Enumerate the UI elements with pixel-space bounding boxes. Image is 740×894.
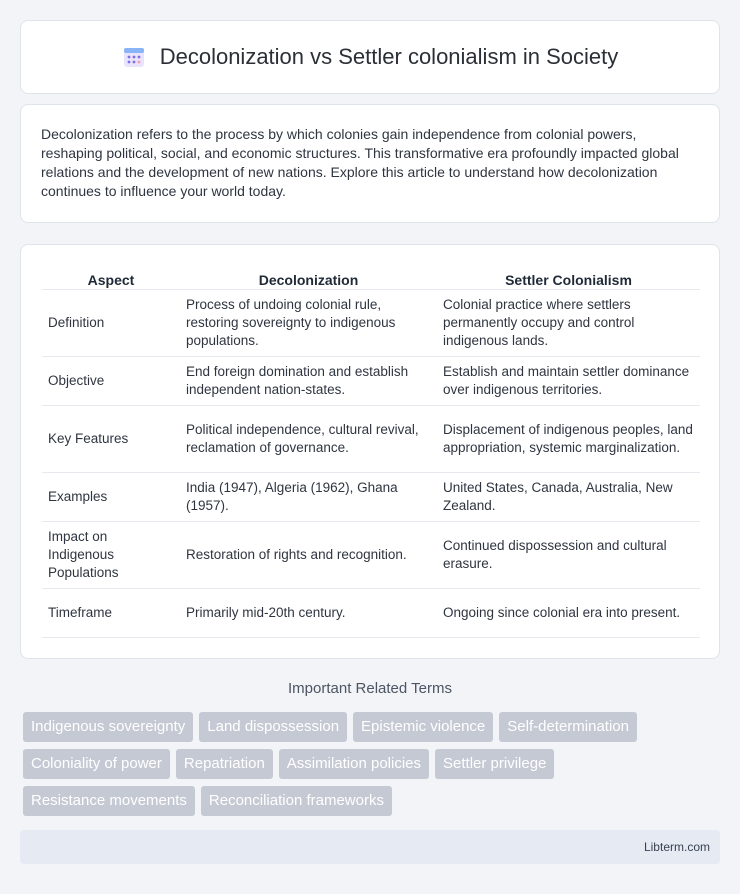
title-card (20, 20, 720, 94)
cell-aspect: Timeframe (42, 589, 180, 638)
cell-decolonization: India (1947), Algeria (1962), Ghana (1957). (180, 473, 437, 522)
related-term-tag[interactable]: Land dispossession (199, 712, 347, 742)
related-term-tag[interactable]: Indigenous sovereignty (23, 712, 193, 742)
cell-settler-colonialism: Establish and maintain settler dominance over indigenous territories. (437, 357, 700, 406)
related-term-tag[interactable]: Settler privilege (435, 749, 554, 779)
table-row (42, 522, 700, 589)
related-term-tag[interactable]: Epistemic violence (353, 712, 493, 742)
table-header-row (42, 265, 700, 290)
footer (20, 830, 720, 864)
related-terms-list (23, 712, 703, 816)
header-aspect: Aspect (42, 265, 180, 290)
cell-aspect: Impact on Indigenous Populations (42, 522, 180, 589)
cell-aspect: Definition (42, 290, 180, 357)
table-row (42, 406, 700, 473)
cell-settler-colonialism: Displacement of indigenous peoples, land appropriation, systemic marginalization. (437, 406, 700, 473)
comparison-table-card (20, 244, 720, 659)
footer-site-link[interactable]: Libterm.com (643, 840, 710, 854)
header-decolonization: Decolonization (180, 265, 437, 290)
table-row (42, 357, 700, 406)
cell-aspect: Objective (42, 357, 180, 406)
cell-decolonization: Primarily mid-20th century. (180, 589, 437, 638)
related-term-tag[interactable]: Coloniality of power (23, 749, 170, 779)
related-term-tag[interactable]: Repatriation (176, 749, 273, 779)
table-row (42, 589, 700, 638)
calendar-grid-icon (122, 45, 146, 69)
table-row (42, 473, 700, 522)
cell-decolonization: Political independence, cultural revival, reclamation of governance. (180, 406, 437, 473)
related-term-tag[interactable]: Reconciliation frameworks (201, 786, 392, 816)
cell-settler-colonialism: Ongoing since colonial era into present. (437, 589, 700, 638)
cell-decolonization: End foreign domination and establish independent nation-states. (180, 357, 437, 406)
cell-settler-colonialism: United States, Canada, Australia, New Zealand. (437, 473, 700, 522)
intro-text: Decolonization refers to the process by which colonies gain independence from colonial powers, reshaping political, social, and economic structures. This transformative era profoundly impacted global relations and the development of new nations. Explore this article to understand how decolonization continues to influence your world today. (41, 126, 679, 199)
related-term-tag[interactable]: Resistance movements (23, 786, 195, 816)
related-term-tag[interactable]: Self-determination (499, 712, 637, 742)
cell-decolonization: Restoration of rights and recognition. (180, 522, 437, 589)
intro-card (20, 104, 720, 223)
cell-settler-colonialism: Colonial practice where settlers permanently occupy and control indigenous lands. (437, 290, 700, 357)
cell-settler-colonialism: Continued dispossession and cultural erasure. (437, 522, 700, 589)
related-term-tag[interactable]: Assimilation policies (279, 749, 429, 779)
page-title: Decolonization vs Settler colonialism in Society (159, 44, 619, 69)
related-terms-title: Important Related Terms (288, 680, 452, 697)
cell-aspect: Examples (42, 473, 180, 522)
table-row (42, 290, 700, 357)
cell-decolonization: Process of undoing colonial rule, restoring sovereignty to indigenous populations. (180, 290, 437, 357)
cell-aspect: Key Features (42, 406, 180, 473)
header-settler-colonialism: Settler Colonialism (437, 265, 700, 290)
comparison-table (42, 265, 700, 638)
